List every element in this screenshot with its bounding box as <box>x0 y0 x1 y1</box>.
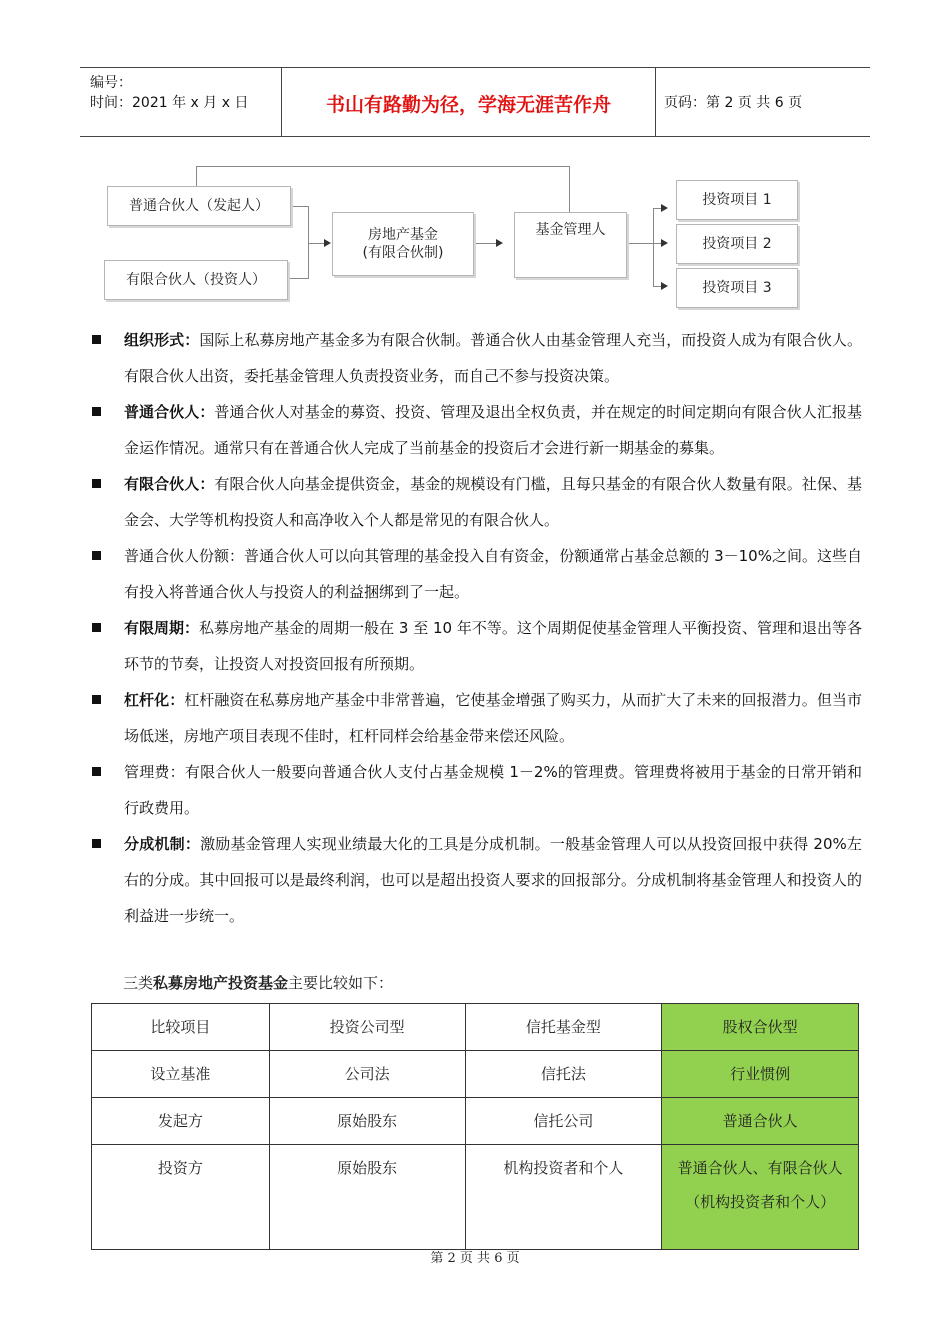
table-cell-highlight: 股权合伙型 <box>662 1004 859 1051</box>
bullet-title: 普通合伙人 <box>124 403 200 421</box>
arrow-head <box>661 204 668 212</box>
table-cell: 原始股东 <box>269 1098 465 1145</box>
general-partner-box <box>107 186 291 226</box>
page-footer: 第 2 页 共 6 页 <box>430 1251 520 1266</box>
bullet-item <box>90 682 862 754</box>
table-row <box>92 1051 859 1098</box>
bullet-item <box>90 610 862 682</box>
investment-project-box <box>676 180 798 220</box>
fund-manager-box <box>514 212 627 278</box>
bullet-square-icon <box>92 479 101 488</box>
table-intro-prefix: 三类 <box>123 974 154 992</box>
header-meta <box>90 73 248 113</box>
investment-project-label: 投资项目 1 <box>702 192 772 208</box>
table-cell: 投资方 <box>92 1145 270 1250</box>
bullet-item <box>90 754 862 826</box>
table-cell-highlight: 普通合伙人、有限合伙人（机构投资者和个人） <box>662 1145 859 1250</box>
bullet-item <box>90 466 862 538</box>
table-row <box>92 1098 859 1145</box>
table-cell: 发起方 <box>92 1098 270 1145</box>
bullet-item <box>90 538 862 610</box>
arrow-head <box>661 239 668 247</box>
connector-line <box>653 208 654 286</box>
table-cell-highlight: 行业惯例 <box>662 1051 859 1098</box>
bullet-title: 分成机制 <box>124 835 185 853</box>
connector-line <box>290 206 308 207</box>
document-number-label: 编号： <box>90 75 132 91</box>
bullet-text: 管理费：有限合伙人一般要向普通合伙人支付占基金规模 1－2%的管理费。管理费将被用于基金的日常开销和行政费用。 <box>124 763 862 817</box>
general-partner-label: 普通合伙人（发起人） <box>129 198 269 214</box>
bullet-separator: ： <box>199 475 215 493</box>
bullet-title: 有限周期 <box>124 619 185 637</box>
bullet-square-icon <box>92 767 101 776</box>
connector-line <box>653 208 661 209</box>
connector-line <box>474 243 496 244</box>
header-motto: 书山有路勤为径，学海无涯苦作舟 <box>325 94 611 116</box>
fund-box-line2: (有限合伙制) <box>362 245 444 261</box>
connector-line <box>653 286 661 287</box>
bullet-title: 组织形式 <box>124 331 185 349</box>
investment-project-box <box>676 268 798 308</box>
bullet-separator: ： <box>184 835 201 853</box>
table-intro <box>123 972 393 993</box>
bullet-text: 激励基金管理人实现业绩最大化的工具是分成机制。一般基金管理人可以从投资回报中获得 20%左右的分成。其中回报可以是最终利润，也可以是超出投资人要求的回报部分。分成机制将基金管理人和投资人的利益进一步统一。 <box>124 835 862 925</box>
bullet-title: 杠杆化 <box>124 691 170 709</box>
bullet-text: 普通合伙人对基金的募资、投资、管理及退出全权负责，并在规定的时间定期向有限合伙人汇报基金运作情况。通常只有在普通合伙人完成了当前基金的投资后才会进行新一期基金的募集。 <box>124 403 862 457</box>
bullet-text: 普通合伙人份额：普通合伙人可以向其管理的基金投入自有资金，份额通常占基金总额的 3－10%之间。这些自有投入将普通合伙人与投资人的利益捆绑到了一起。 <box>124 547 862 601</box>
limited-partner-box <box>104 260 288 300</box>
limited-partner-label: 有限合伙人（投资人） <box>126 272 266 288</box>
investment-project-label: 投资项目 3 <box>702 280 772 296</box>
bullet-separator: ： <box>169 691 185 709</box>
table-row <box>92 1004 859 1051</box>
bullet-square-icon <box>92 839 101 848</box>
bullet-separator: ： <box>184 619 200 637</box>
connector-line <box>627 243 653 244</box>
bullet-item <box>90 826 862 934</box>
bullet-square-icon <box>92 335 101 344</box>
bullet-separator: ： <box>199 403 215 421</box>
bullet-text: 杠杆融资在私募房地产基金中非常普遍，它使基金增强了购买力，从而扩大了未来的回报潜力。但当市场低迷，房地产项目表现不佳时，杠杆同样会给基金带来偿还风险。 <box>124 691 862 745</box>
table-cell: 比较项目 <box>92 1004 270 1051</box>
fund-box-line1: 房地产基金 <box>368 227 438 243</box>
connector-line <box>196 166 197 186</box>
bullet-square-icon <box>92 407 101 416</box>
table-cell: 原始股东 <box>269 1145 465 1250</box>
table-cell: 信托法 <box>465 1051 662 1098</box>
bullet-square-icon <box>92 551 101 560</box>
bullet-title: 有限合伙人 <box>124 475 200 493</box>
table-cell-highlight: 普通合伙人 <box>662 1098 859 1145</box>
bullet-separator: ： <box>184 331 200 349</box>
page-header <box>80 67 870 137</box>
bullet-item <box>90 322 862 394</box>
document-time-label: 时间：2021 年 x 月 x 日 <box>90 95 249 111</box>
table-cell: 公司法 <box>269 1051 465 1098</box>
arrow-head <box>661 282 668 290</box>
header-page-number: 页码：第 2 页 共 6 页 <box>664 95 803 111</box>
table-cell: 信托公司 <box>465 1098 662 1145</box>
feature-bullet-list <box>90 322 862 934</box>
bullet-item <box>90 394 862 466</box>
connector-line <box>290 278 308 279</box>
fund-manager-label: 基金管理人 <box>535 222 606 238</box>
connector-line <box>308 243 324 244</box>
table-cell: 投资公司型 <box>269 1004 465 1051</box>
table-cell: 信托基金型 <box>465 1004 662 1051</box>
arrow-head <box>324 239 331 247</box>
investment-project-label: 投资项目 2 <box>702 236 772 252</box>
table-intro-suffix: 主要比较如下： <box>288 974 394 992</box>
bullet-text: 私募房地产基金的周期一般在 3 至 10 年不等。这个周期促使基金管理人平衡投资、管理和退出等各环节的节奏，让投资人对投资回报有所预期。 <box>124 619 862 673</box>
header-divider <box>655 68 656 136</box>
table-intro-bold: 私募房地产投资基金 <box>153 974 289 992</box>
bullet-text: 有限合伙人向基金提供资金，基金的规模设有门槛，且每只基金的有限合伙人数量有限。社保、基金会、大学等机构投资人和高净收入个人都是常见的有限合伙人。 <box>124 475 862 529</box>
bullet-square-icon <box>92 695 101 704</box>
bullet-square-icon <box>92 623 101 632</box>
connector-line <box>196 166 569 167</box>
table-row <box>92 1145 859 1250</box>
investment-project-box <box>676 224 798 264</box>
real-estate-fund-box <box>332 212 474 276</box>
table-cell: 设立基准 <box>92 1051 270 1098</box>
connector-line <box>653 243 661 244</box>
table-cell: 机构投资者和个人 <box>465 1145 662 1250</box>
fund-comparison-table <box>91 1003 859 1250</box>
bullet-text: 国际上私募房地产基金多为有限合伙制。普通合伙人由基金管理人充当，而投资人成为有限合伙人。有限合伙人出资，委托基金管理人负责投资业务，而自己不参与投资决策。 <box>124 331 862 385</box>
connector-line <box>569 166 570 212</box>
arrow-head <box>496 239 503 247</box>
